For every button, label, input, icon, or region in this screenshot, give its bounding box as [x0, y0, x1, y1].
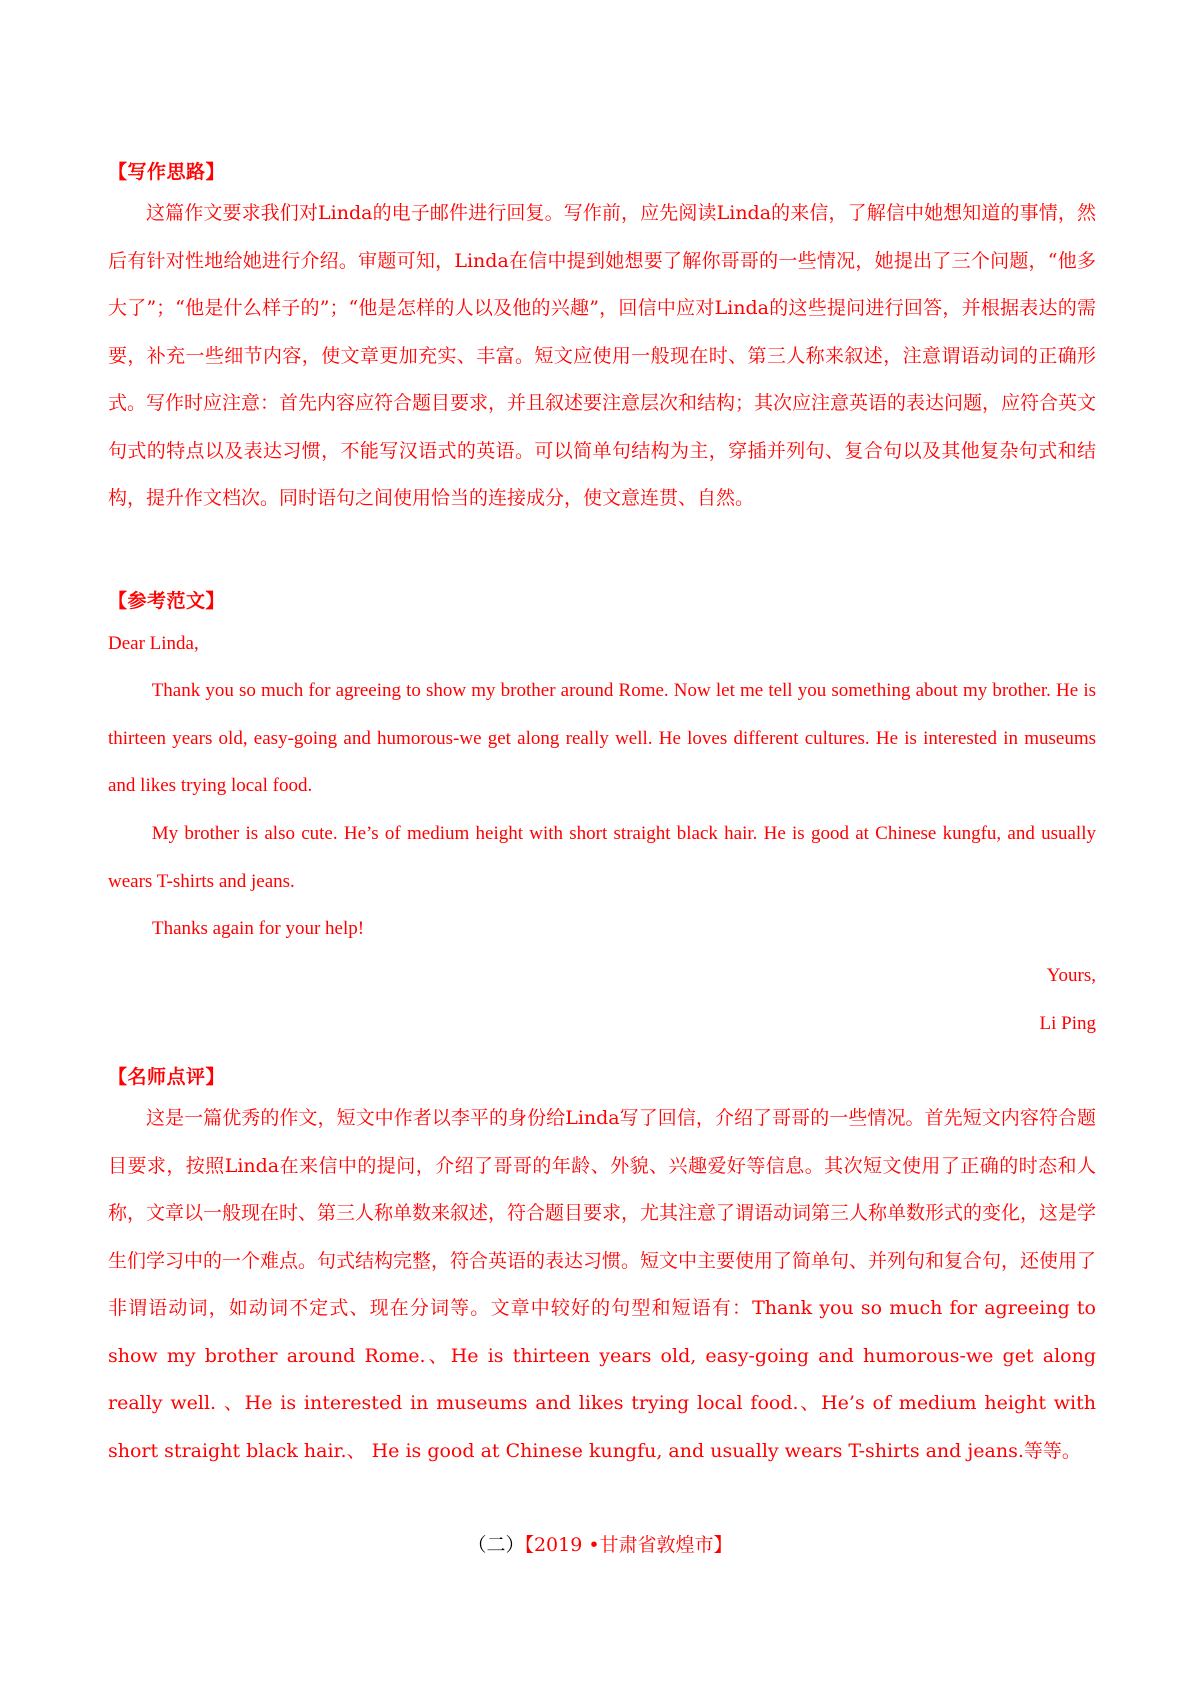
- teacher-review-body: 这是一篇优秀的作文，短文中作者以李平的身份给Linda写了回信，介绍了哥哥的一些情况。首先短文内容符合题目要求，按照Linda在来信中的提问，介绍了哥哥的年龄、外貌、兴趣爱好等信息。其次短文使用了正确的时态和人称，文章以一般现在时、第三人称单数来叙述，符合题目要求，尤其注意了谓语动词第三人称单数形式的变化，这是学生们学习中的一个难点。句式结构完整，符合英语的表达习惯。短文中主要使用了简单句、并列句和复合句，还使用了非谓语动词，如动词不定式、现在分词等。文章中较好的句型和短语有：Thank you so much for agreeing to show my brother around Rome.、He is thirteen years old, easy-going and humorous-we get along really well. 、He is interested in museums and likes trying local food.、He’s of medium height with short straight black hair.、 He is good at Chinese kungfu, and usually wears T-shirts and jeans.等等。: [108, 1107, 1097, 1462]
- writing-idea-body: 这篇作文要求我们对Linda的电子邮件进行回复。写作前，应先阅读Linda的来信，了解信中她想知道的事情，然后有针对性地给她进行介绍。审题可知，Linda在信中提到她想要了解你哥哥的一些情况，她提出了三个问题，“他多大了”；“他是什么样子的”；“他是怎样的人以及他的兴趣”，回信中应对Linda的这些提问进行回答，并根据表达的需要，补充一些细节内容，使文章更加充实、丰富。短文应使用一般现在时、第三人称来叙述，注意谓语动词的正确形式。写作时应注意：首先内容应符合题目要求，并且叙述要注意层次和结构；其次应注意英语的表达问题，应符合英文句式的特点以及表达习惯，不能写汉语式的英语。可以简单句结构为主，穿插并列句、复合句以及其他复杂句式和结构，提升作文档次。同时语句之间使用恰当的连接成分，使文意连贯、自然。: [108, 202, 1097, 509]
- essay-paragraph-1: Thank you so much for agreeing to show my brother around Rome. Now let me tell you something about my brother. He is thirteen years old, easy-going and humorous-we get along really well. He loves different cultures. He is interested in museums and likes trying local food.: [108, 680, 1096, 796]
- essay-sign-off: Yours,: [1046, 965, 1096, 986]
- essay-paragraph-2: My brother is also cute. He’s of medium height with short straight black hair. He is good at Chinese kungfu, and usually wears T-shirts and jeans.: [108, 823, 1096, 892]
- next-section-title: [0, 1530, 1200, 1557]
- section-source-label: 【2019 •甘肃省敦煌市】: [524, 1534, 733, 1556]
- essay-greeting: Dear Linda,: [108, 633, 199, 654]
- essay-signature: Li Ping: [1039, 1013, 1096, 1034]
- writing-idea-heading: 【写作思路】: [108, 161, 226, 183]
- section-number: （二）: [467, 1534, 525, 1556]
- teacher-review-heading: 【名师点评】: [108, 1066, 226, 1088]
- sample-essay-heading: 【参考范文】: [108, 590, 226, 612]
- essay-closing-line: Thanks again for your help!: [152, 918, 365, 939]
